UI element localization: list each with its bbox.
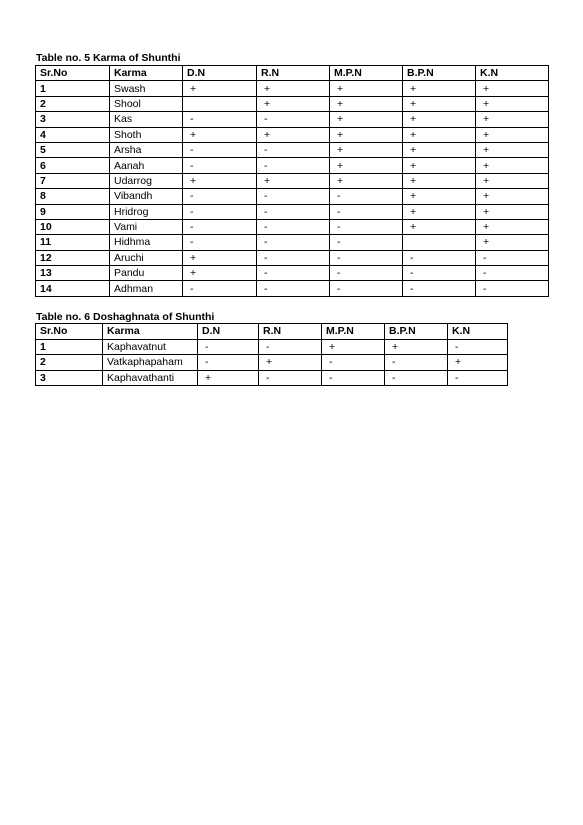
sign-cell: + — [476, 219, 549, 234]
table-row — [36, 266, 549, 281]
sign-cell: + — [257, 81, 330, 96]
row-number-cell: 1 — [36, 81, 110, 96]
sign-cell: - — [259, 339, 322, 355]
sign-cell: - — [183, 281, 257, 296]
karma-cell: Hridrog — [110, 204, 183, 219]
sign-cell — [183, 96, 257, 111]
sign-cell: + — [448, 355, 508, 371]
table-row — [36, 142, 549, 157]
row-number-cell: 6 — [36, 158, 110, 173]
karma-cell: Shoth — [110, 127, 183, 142]
table-row — [36, 281, 549, 296]
column-header: R.N — [257, 66, 330, 81]
karma-cell: Vatkaphapaham — [103, 355, 198, 371]
row-number-cell: 3 — [36, 112, 110, 127]
sign-cell: + — [183, 127, 257, 142]
column-header: M.P.N — [322, 324, 385, 340]
sign-cell: - — [330, 266, 403, 281]
table-row — [36, 81, 549, 96]
sign-cell: - — [322, 370, 385, 386]
row-number-cell: 3 — [36, 370, 103, 386]
karma-cell: Kas — [110, 112, 183, 127]
sign-cell: + — [403, 173, 476, 188]
row-number-cell: 14 — [36, 281, 110, 296]
sign-cell: - — [257, 158, 330, 173]
sign-cell: + — [330, 173, 403, 188]
sign-cell: + — [330, 142, 403, 157]
sign-cell: - — [476, 266, 549, 281]
sign-cell: + — [322, 339, 385, 355]
table-row — [36, 355, 508, 371]
sign-cell: - — [183, 204, 257, 219]
karma-cell: Hidhma — [110, 235, 183, 250]
row-number-cell: 13 — [36, 266, 110, 281]
row-number-cell: 4 — [36, 127, 110, 142]
sign-cell: - — [183, 158, 257, 173]
sign-cell: - — [385, 370, 448, 386]
sign-cell: + — [403, 158, 476, 173]
table-row — [36, 219, 549, 234]
karma-cell: Udarrog — [110, 173, 183, 188]
karma-cell: Swash — [110, 81, 183, 96]
sign-cell: + — [183, 81, 257, 96]
sign-cell: - — [330, 250, 403, 265]
row-number-cell: 11 — [36, 235, 110, 250]
column-header: R.N — [259, 324, 322, 340]
sign-cell: + — [403, 142, 476, 157]
column-header: B.P.N — [385, 324, 448, 340]
sign-cell: + — [476, 81, 549, 96]
sign-cell: + — [476, 127, 549, 142]
sign-cell: - — [330, 219, 403, 234]
sign-cell: + — [476, 204, 549, 219]
column-header: K.N — [476, 66, 549, 81]
karma-cell: Pandu — [110, 266, 183, 281]
sign-cell: - — [385, 355, 448, 371]
sign-cell: - — [403, 266, 476, 281]
sign-cell: - — [330, 204, 403, 219]
table-row — [36, 96, 549, 111]
sign-cell: - — [476, 250, 549, 265]
sign-cell: + — [476, 189, 549, 204]
sign-cell: + — [198, 370, 259, 386]
sign-cell: + — [476, 96, 549, 111]
sign-cell: - — [330, 189, 403, 204]
table-row — [36, 189, 549, 204]
sign-cell: + — [183, 173, 257, 188]
table-row — [36, 370, 508, 386]
sign-cell: + — [403, 219, 476, 234]
row-number-cell: 7 — [36, 173, 110, 188]
sign-cell: + — [476, 173, 549, 188]
karma-cell: Aanah — [110, 158, 183, 173]
sign-cell: + — [330, 96, 403, 111]
sign-cell: - — [183, 235, 257, 250]
karma-cell: Vami — [110, 219, 183, 234]
sign-cell: - — [198, 339, 259, 355]
table-row — [36, 158, 549, 173]
sign-cell: - — [198, 355, 259, 371]
column-header: Sr.No — [36, 66, 110, 81]
karma-cell: Kaphavathanti — [103, 370, 198, 386]
sign-cell: - — [257, 281, 330, 296]
sign-cell: + — [330, 158, 403, 173]
sign-cell: - — [183, 219, 257, 234]
karma-cell: Vibandh — [110, 189, 183, 204]
column-header: Karma — [103, 324, 198, 340]
column-header: K.N — [448, 324, 508, 340]
sign-cell: + — [330, 81, 403, 96]
sign-cell: + — [476, 235, 549, 250]
sign-cell: + — [403, 81, 476, 96]
sign-cell: - — [257, 235, 330, 250]
table-row — [36, 235, 549, 250]
column-header: B.P.N — [403, 66, 476, 81]
karma-cell: Shool — [110, 96, 183, 111]
sign-cell: - — [257, 250, 330, 265]
sign-cell: - — [403, 281, 476, 296]
sign-cell: - — [330, 235, 403, 250]
table-row — [36, 112, 549, 127]
sign-cell: - — [257, 266, 330, 281]
column-header: D.N — [198, 324, 259, 340]
sign-cell: - — [183, 112, 257, 127]
header-row — [36, 66, 549, 81]
sign-cell: + — [476, 142, 549, 157]
sign-cell: + — [403, 189, 476, 204]
sign-cell: + — [183, 250, 257, 265]
karma-cell: Arsha — [110, 142, 183, 157]
doshaghnata-table — [35, 323, 508, 386]
sign-cell: + — [257, 173, 330, 188]
sign-cell: + — [403, 204, 476, 219]
sign-cell: + — [257, 127, 330, 142]
sign-cell: - — [183, 189, 257, 204]
row-number-cell: 8 — [36, 189, 110, 204]
sign-cell: + — [403, 127, 476, 142]
karma-cell: Kaphavatnut — [103, 339, 198, 355]
sign-cell: - — [257, 204, 330, 219]
sign-cell: - — [322, 355, 385, 371]
sign-cell: - — [448, 339, 508, 355]
sign-cell: + — [330, 112, 403, 127]
sign-cell: + — [403, 112, 476, 127]
sign-cell: + — [183, 266, 257, 281]
row-number-cell: 1 — [36, 339, 103, 355]
table-6-caption: Table no. 6 Doshaghnata of Shunthi — [36, 311, 215, 323]
table-row — [36, 173, 549, 188]
sign-cell: - — [403, 250, 476, 265]
sign-cell: - — [257, 142, 330, 157]
sign-cell: + — [476, 158, 549, 173]
sign-cell — [403, 235, 476, 250]
sign-cell: + — [257, 96, 330, 111]
sign-cell: - — [257, 219, 330, 234]
sign-cell: + — [330, 127, 403, 142]
table-row — [36, 127, 549, 142]
table-row — [36, 339, 508, 355]
sign-cell: - — [257, 189, 330, 204]
karma-cell: Aruchi — [110, 250, 183, 265]
row-number-cell: 10 — [36, 219, 110, 234]
sign-cell: - — [476, 281, 549, 296]
karma-table — [35, 65, 549, 297]
sign-cell: - — [448, 370, 508, 386]
sign-cell: - — [257, 112, 330, 127]
column-header: Karma — [110, 66, 183, 81]
karma-cell: Adhman — [110, 281, 183, 296]
sign-cell: + — [476, 112, 549, 127]
sign-cell: - — [330, 281, 403, 296]
sign-cell: - — [183, 142, 257, 157]
sign-cell: + — [259, 355, 322, 371]
row-number-cell: 5 — [36, 142, 110, 157]
column-header: Sr.No — [36, 324, 103, 340]
table-5-caption: Table no. 5 Karma of Shunthi — [36, 52, 181, 64]
column-header: D.N — [183, 66, 257, 81]
column-header: M.P.N — [330, 66, 403, 81]
header-row — [36, 324, 508, 340]
row-number-cell: 12 — [36, 250, 110, 265]
row-number-cell: 2 — [36, 355, 103, 371]
sign-cell: - — [259, 370, 322, 386]
row-number-cell: 2 — [36, 96, 110, 111]
table-row — [36, 204, 549, 219]
sign-cell: + — [385, 339, 448, 355]
sign-cell: + — [403, 96, 476, 111]
table-row — [36, 250, 549, 265]
row-number-cell: 9 — [36, 204, 110, 219]
